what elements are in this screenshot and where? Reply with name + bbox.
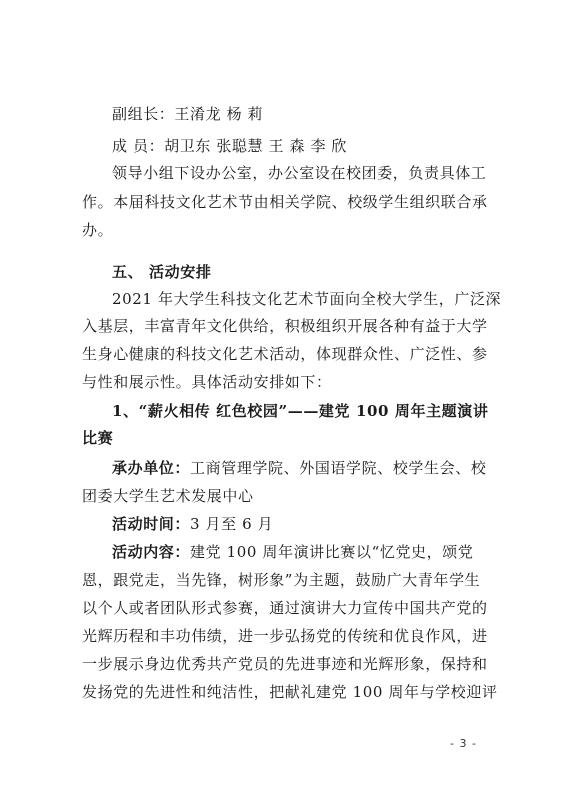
section-heading: 五、 活动安排: [112, 263, 212, 281]
paragraph-line: 2021 年大学生科技文化艺术节面向全校大学生，广泛深: [112, 290, 502, 308]
organizer-line: [112, 458, 565, 478]
paragraph-line: 办。: [82, 221, 114, 239]
time-label: 活动时间：: [112, 515, 191, 533]
organizer-label: 承办单位：: [112, 459, 191, 477]
paragraph-line: 入基层，丰富青年文化供给，积极组织开展各种有益于大学: [82, 317, 488, 335]
paragraph-line: 一步展示身边优秀共产党员的先进事迹和光辉形象，保持和: [82, 655, 488, 673]
time-value: 3 月至 6 月: [190, 515, 274, 533]
page-number: - 3 -: [450, 737, 477, 750]
paragraph-line: 恩，跟党走，当先锋，树形象”为主题，鼓励广大青年学生: [82, 571, 481, 589]
content-line: [112, 542, 565, 562]
paragraph-line: 与性和展示性。具体活动安排如下：: [82, 373, 332, 391]
subsection-heading-cont: 比赛: [82, 429, 114, 447]
content-label: 活动内容：: [112, 543, 191, 561]
organizer-value: 工商管理学院、外国语学院、校学生会、校: [190, 459, 487, 477]
paragraph-line: 领导小组下设办公室，办公室设在校团委，负责具体工: [112, 164, 487, 182]
paragraph-line: 光辉历程和丰功伟绩，进一步弘扬党的传统和优良作风，进: [82, 627, 488, 645]
paragraph-line: 作。本届科技文化艺术节由相关学院、校级学生组织联合承: [82, 193, 488, 211]
paragraph-line: 以个人或者团队形式参赛，通过演讲大力宣传中国共产党的: [82, 599, 488, 617]
subsection-heading: 1、“薪火相传 红色校园”——建党 100 周年主题演讲: [112, 402, 489, 420]
paragraph-line: 生身心健康的科技文化艺术活动，体现群众性、广泛性、参: [82, 345, 488, 363]
organizer-line-cont: 团委大学生艺术发展中心: [82, 487, 254, 505]
time-line: [112, 514, 565, 534]
members-line: 成 员：胡卫东 张聪慧 王 森 李 欣: [112, 137, 348, 155]
content-value: 建党 100 周年演讲比赛以“忆党史，颂党: [190, 543, 474, 561]
paragraph-line: 发扬党的先进性和纯洁性，把献礼建党 100 周年与学校迎评: [82, 683, 498, 701]
deputy-leader-line: 副组长：王淆龙 杨 莉: [112, 105, 264, 123]
